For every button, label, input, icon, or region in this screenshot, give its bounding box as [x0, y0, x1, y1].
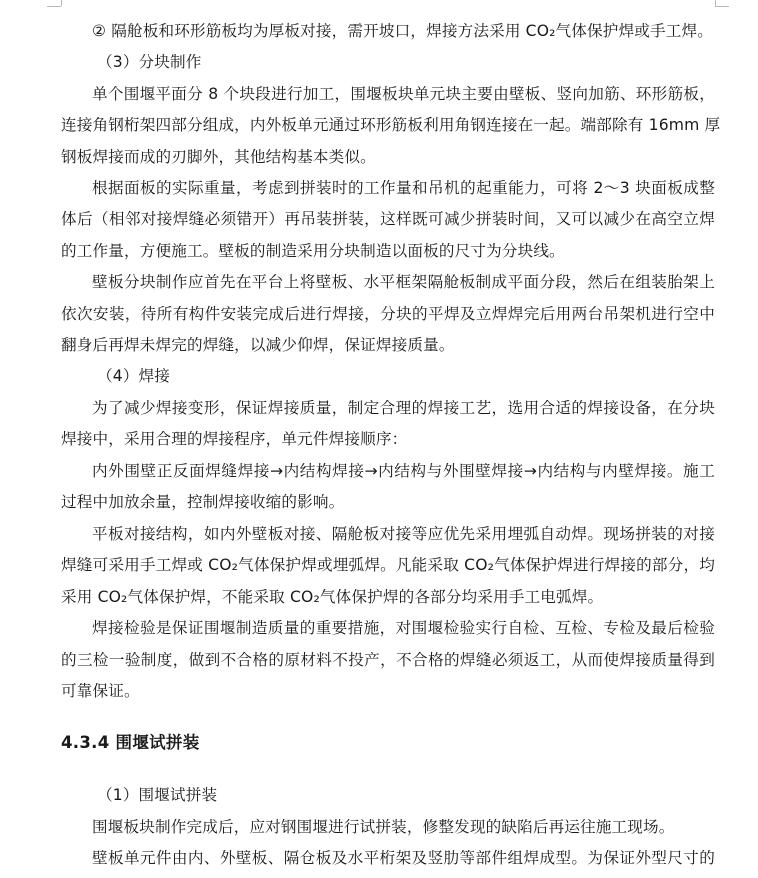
paragraph-line: 的三检一验制度，做到不合格的原材料不投产，不合格的焊缝必须返工，从而使焊接质量得到 [61, 651, 715, 669]
paragraph-line: 根据面板的实际重量，考虑到拼装时的工作量和吊机的起重能力，可将 2～3 块面板成整 [92, 179, 715, 197]
subsection-title: （1）围堰试拼装 [97, 786, 218, 804]
paragraph-line: 内外围壁正反面焊缝焊接→内结构焊接→内结构与外围壁焊接→内结构与内壁焊接。施工 [92, 462, 715, 480]
subsection-title: （3）分块制作 [97, 53, 202, 71]
paragraph-line: 依次安装，待所有构件安装完成后进行焊接，分块的平焊及立焊焊完后用两台吊架机进行空中 [61, 305, 715, 323]
paragraph-line: 壁板单元件由内、外壁板、隔仓板及水平桁架及竖肋等部件组焊成型。为保证外型尺寸的 [92, 849, 715, 867]
paragraph-line: 翻身后再焊未焊完的焊缝，以减少仰焊，保证焊接质量。 [61, 336, 455, 354]
paragraph-line: 围堰板块制作完成后，应对钢围堰进行试拼装，修整发现的缺陷后再运往施工现场。 [92, 818, 675, 836]
page-corner-mark-left-vertical [61, 0, 62, 6]
paragraph-line: 平板对接结构，如内外壁板对接、隔舱板对接等应优先采用埋弧自动焊。现场拼装的对接 [92, 525, 715, 543]
paragraph-line: 连接角钢桁架四部分组成，内外板单元通过环形筋板利用角钢连接在一起。端部除有 16mm 厚 [61, 116, 721, 134]
subsection-title: （4）焊接 [97, 367, 171, 385]
paragraph-line: 可靠保证。 [61, 682, 140, 700]
page-corner-mark-right-vertical [715, 0, 716, 6]
paragraph-line: 钢板焊接而成的刃脚外，其他结构基本类似。 [61, 148, 376, 166]
paragraph-line: 为了减少焊接变形，保证焊接质量，制定合理的焊接工艺，选用合适的焊接设备，在分块 [92, 399, 715, 417]
paragraph-line: 壁板分块制作应首先在平台上将壁板、水平框架隔舱板制成平面分段，然后在组装胎架上 [92, 273, 715, 291]
section-heading: 4.3.4 围堰试拼装 [61, 733, 200, 752]
paragraph-line: ② 隔舱板和环形筋板均为厚板对接，需开坡口，焊接方法采用 CO₂气体保护焊或手工焊。 [92, 22, 713, 40]
paragraph-line: 体后（相邻对接焊缝必须错开）再吊装拼装，这样既可减少拼装时间，又可以减少在高空立焊 [61, 210, 715, 228]
paragraph-line: 的工作量，方便施工。壁板的制造采用分块制造以面板的尺寸为分块线。 [61, 242, 565, 260]
page-corner-mark-left [47, 6, 61, 7]
paragraph-line: 采用 CO₂气体保护焊，不能采取 CO₂气体保护焊的各部分均采用手工电弧焊。 [61, 588, 604, 606]
paragraph-line: 焊接检验是保证围堰制造质量的重要措施，对围堰检验实行自检、互检、专检及最后检验 [92, 619, 715, 637]
page-corner-mark-right [715, 6, 729, 7]
paragraph-line: 单个围堰平面分 8 个块段进行加工，围堰板块单元块主要由壁板、竖向加筋、环形筋板， [92, 85, 715, 103]
paragraph-line: 焊接中，采用合理的焊接程序，单元件焊接顺序： [61, 430, 408, 448]
paragraph-line: 过程中加放余量，控制焊接收缩的影响。 [61, 493, 345, 511]
paragraph-line: 焊缝可采用手工焊或 CO₂气体保护焊或埋弧焊。凡能采取 CO₂气体保护焊进行焊接的部分，均 [61, 556, 715, 574]
